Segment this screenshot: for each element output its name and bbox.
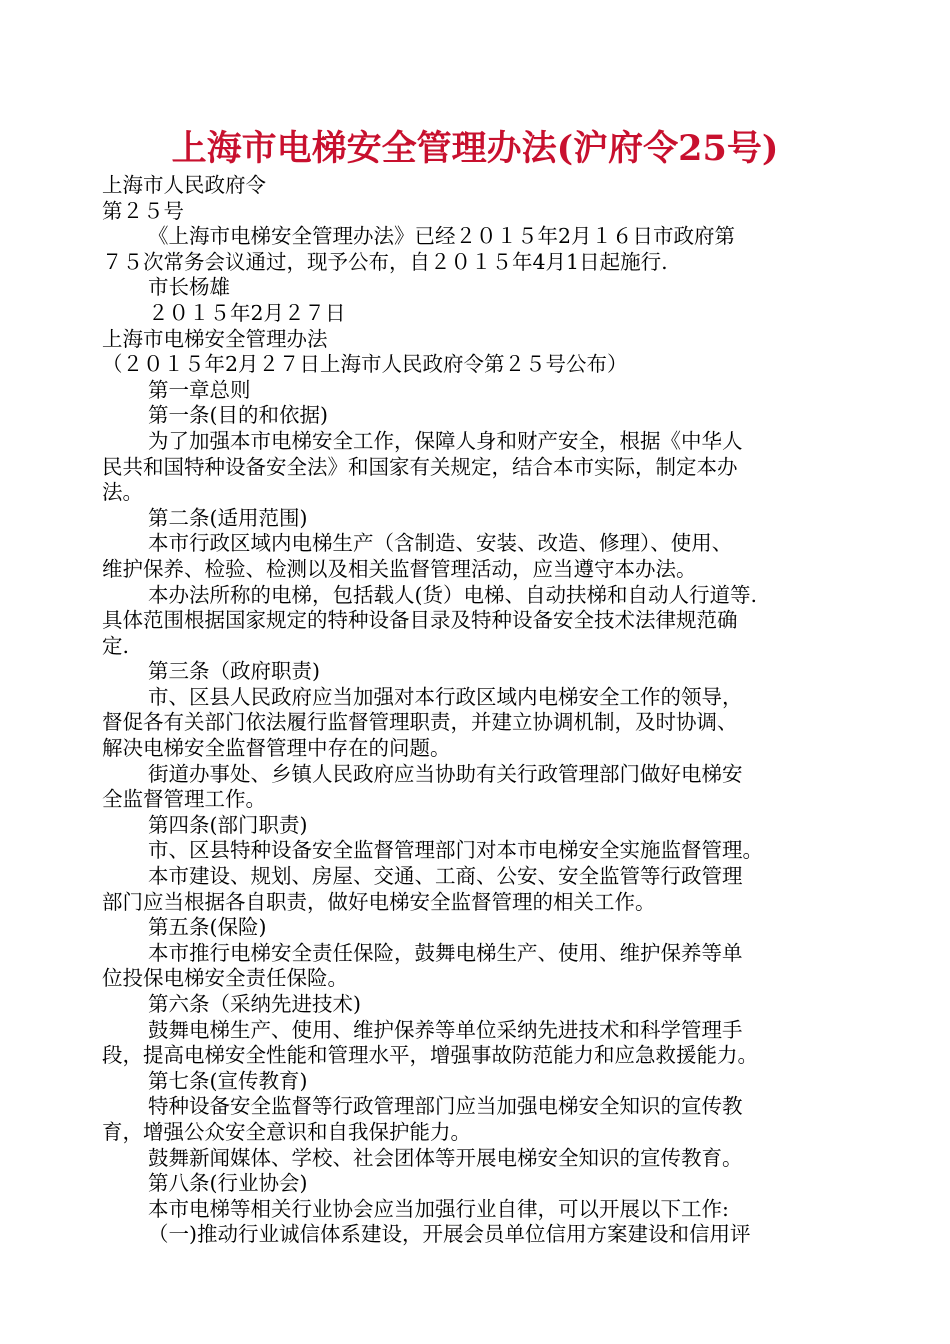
text-line: 部门应当根据各自职责，做好电梯安全监督管理的相关工作。 bbox=[102, 889, 656, 914]
text-line: 督促各有关部门依法履行监督管理职责，并建立协调机制，及时协调、 bbox=[102, 710, 738, 735]
text-line: 街道办事处、乡镇人民政府应当协助有关行政管理部门做好电梯安 bbox=[148, 761, 743, 786]
text-line: 第二条(适用范围) bbox=[148, 505, 308, 530]
text-line: 特种设备安全监督等行政管理部门应当加强电梯安全知识的宣传教 bbox=[148, 1094, 743, 1119]
text-line: 第三条（政府职责) bbox=[148, 659, 320, 684]
text-line: 本市电梯等相关行业协会应当加强行业自律，可以开展以下工作: bbox=[148, 1196, 729, 1221]
text-line: 上海市人民政府令 bbox=[102, 173, 266, 197]
text-line: 第八条(行业协会) bbox=[148, 1171, 308, 1196]
text-line: 鼓舞新闻媒体、学校、社会团体等开展电梯安全知识的宣传教育。 bbox=[148, 1145, 743, 1170]
text-line: 市、区县特种设备安全监督管理部门对本市电梯安全实施监督管理。 bbox=[148, 838, 763, 863]
text-line: 维护保养、检验、检测以及相关监督管理活动，应当遵守本办法。 bbox=[102, 556, 697, 581]
document-title: 上海市电梯安全管理办法(沪府令25号) bbox=[171, 128, 779, 169]
text-line: 第一章总则 bbox=[148, 377, 251, 402]
text-line: 第六条（采纳先进技术) bbox=[148, 992, 361, 1016]
text-line: （一)推动行业诚信体系建设，开展会员单位信用方案建设和信用评 bbox=[148, 1222, 751, 1247]
text-line: （２０１５年2月２７日上海市人民政府令第２５号公布） bbox=[102, 352, 628, 377]
text-line: 法。 bbox=[102, 480, 143, 505]
text-line: 第五条(保险) bbox=[148, 915, 267, 940]
text-line: 民共和国特种设备安全法》和国家有关规定，结合本市实际，制定本办 bbox=[102, 454, 738, 479]
text-line: 段，提高电梯安全性能和管理水平，增强事故防范能力和应急救援能力。 bbox=[102, 1043, 758, 1068]
text-line: 第四条(部门职责) bbox=[148, 812, 308, 837]
text-line: 鼓舞电梯生产、使用、维护保养等单位采纳先进技术和科学管理手 bbox=[148, 1017, 743, 1042]
text-line: 第一条(目的和依据) bbox=[148, 403, 328, 428]
text-line: 第２５号 bbox=[102, 198, 184, 223]
text-line: 全监督管理工作。 bbox=[102, 787, 266, 812]
text-line: 本市建设、规划、房屋、交通、工商、公安、安全监管等行政管理 bbox=[148, 864, 743, 889]
text-line: 育，增强公众安全意识和自我保护能力。 bbox=[102, 1119, 471, 1144]
text-line: 《上海市电梯安全管理办法》已经２０１５年2月１６日市政府第 bbox=[148, 224, 736, 249]
text-line: 上海市电梯安全管理办法 bbox=[102, 326, 328, 351]
text-line: ２０１５年2月２７日 bbox=[148, 300, 346, 325]
text-line: 位投保电梯安全责任保险。 bbox=[102, 966, 348, 991]
text-line: 解决电梯安全监督管理中存在的问题。 bbox=[102, 736, 451, 761]
text-line: 为了加强本市电梯安全工作，保障人身和财产安全，根据《中华人 bbox=[148, 428, 743, 453]
text-line: 本市行政区域内电梯生产（含制造、安装、改造、修理）、使用、 bbox=[148, 531, 733, 556]
text-line: 本办法所称的电梯，包括载人(货）电梯、自动扶梯和自动人行道等. bbox=[148, 582, 758, 607]
text-line: 市、区县人民政府应当加强对本行政区域内电梯安全工作的领导， bbox=[148, 684, 743, 709]
text-line: 具体范围根据国家规定的特种设备目录及特种设备安全技术法律规范确 bbox=[102, 608, 738, 633]
text-line: 第七条(宣传教育) bbox=[148, 1068, 308, 1093]
text-line: 定. bbox=[102, 633, 130, 658]
text-line: 市长杨雄 bbox=[148, 275, 230, 300]
text-line: ７５次常务会议通过，现予公布，自２０１５年4月1日起施行. bbox=[102, 249, 668, 274]
text-line: 本市推行电梯安全责任保险，鼓舞电梯生产、使用、维护保养等单 bbox=[148, 940, 743, 965]
document-body bbox=[102, 173, 862, 1248]
